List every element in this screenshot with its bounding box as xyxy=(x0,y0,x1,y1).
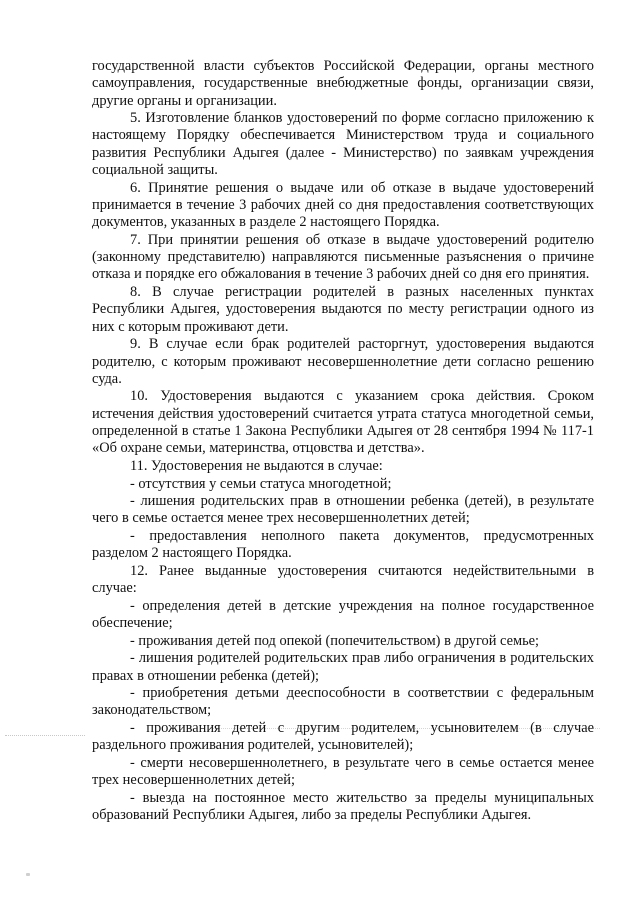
list-item: - лишения родительских прав в отношении ребенка (детей), в результате чего в семье остается менее трех несовершеннолетних детей; xyxy=(92,493,594,527)
scan-artifact xyxy=(26,873,30,876)
paragraph-continuation: государственной власти субъектов Российской Федерации, органы местного самоуправления, государственные внебюджетные фонды, организации связи, другие органы и организации. xyxy=(92,58,594,109)
paragraph-item-5: 5. Изготовление бланков удостоверений по форме согласно приложению к настоящему Порядку обеспечивается Министерством труда и социального развития Республики Адыгея (далее - Министерство) по заявкам учреждения социальной защиты. xyxy=(92,110,594,179)
paragraph-item-10: 10. Удостоверения выдаются с указанием срока действия. Сроком истечения действия удостоверений считается утрата статуса многодетной семьи, определенной в статье 1 Закона Республики Адыгея от 28 сентября 1994 № 117-1 «Об охране семьи, материнства, отцовства и детства». xyxy=(92,388,594,457)
paragraph-item-9: 9. В случае если брак родителей расторгнут, удостоверения выдаются родителю, с которым проживают несовершеннолетние дети согласно решению суда. xyxy=(92,336,594,387)
list-item: - отсутствия у семьи статуса многодетной; xyxy=(130,475,392,492)
list-item: - определения детей в детские учреждения на полное государственное обеспечение; xyxy=(92,597,594,632)
paragraph-item-7: 7. При принятии решения об отказе в выдаче удостоверений родителю (законному представителю) направляются письменные разъяснения о причине отказа и порядке его обжалования в течение 3 рабочих дней со дня его принятия. xyxy=(92,231,594,283)
list-item: - лишения родителей родительских прав либо ограничения в родительских правах в отношении ребенка (детей); xyxy=(92,650,594,684)
paragraph-item-12: 12. Ранее выданные удостоверения считаются недействительными в случае: xyxy=(92,562,594,597)
list-item: - приобретения детьми дееспособности в соответствии с федеральным законодательством; xyxy=(92,685,594,719)
scan-artifact xyxy=(5,735,85,737)
list-item: - проживания детей с другим родителем, усыновителем (в случае раздельного проживания родителей, усыновителей); xyxy=(92,720,594,754)
document-page xyxy=(92,58,594,825)
paragraph-item-8: 8. В случае регистрации родителей в разных населенных пунктах Республики Адыгея, удостоверения выдаются по месту регистрации одного из них с которым проживают дети. xyxy=(92,284,594,335)
paragraph-item-11: 11. Удостоверения не выдаются в случае: xyxy=(130,457,383,474)
list-item: - проживания детей под опекой (попечительством) в другой семье; xyxy=(130,632,540,649)
list-item: - предоставления неполного пакета документов, предусмотренных разделом 2 настоящего Порядка. xyxy=(92,527,594,562)
list-item: - смерти несовершеннолетнего, в результате чего в семье остается менее трех несовершеннолетних детей; xyxy=(92,754,594,789)
list-item: - выезда на постоянное место жительство за пределы муниципальных образований Республики Адыгея, либо за пределы Республики Адыгея. xyxy=(92,789,594,824)
paragraph-item-6: 6. Принятие решения о выдаче или об отказе в выдаче удостоверений принимается в течение 3 рабочих дней со дня предоставления соответствующих документов, указанных в разделе 2 настоящего Порядка. xyxy=(92,179,594,231)
